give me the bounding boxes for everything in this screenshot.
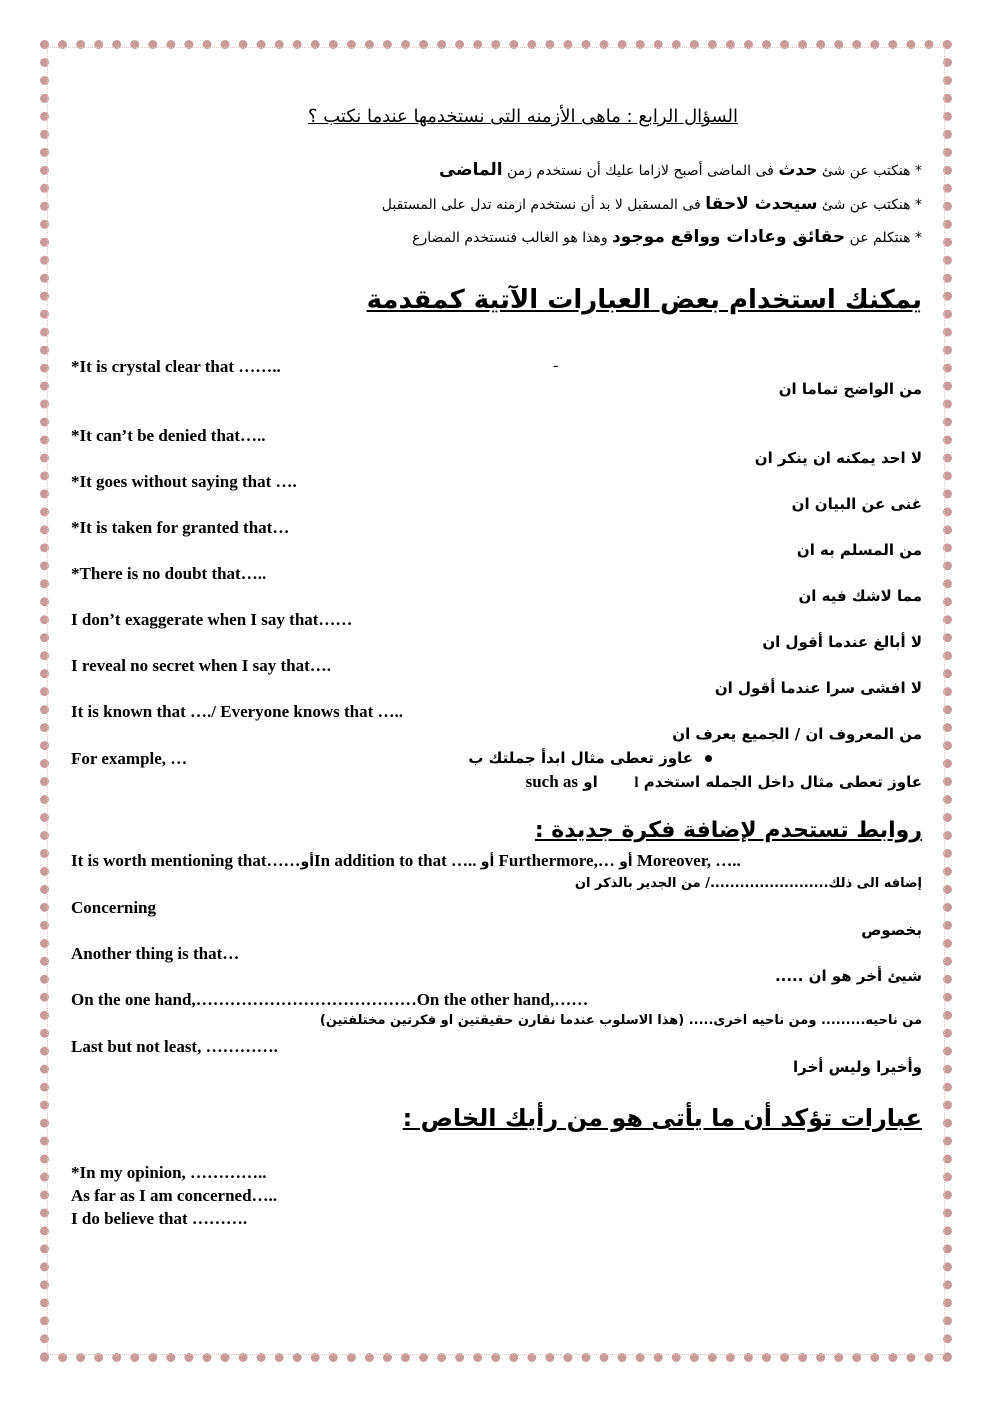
intro-phrase-ar: مما لاشك فيه ان (798, 587, 922, 605)
dash-mark: - (553, 357, 559, 374)
concerning-ar: بخصوص (861, 921, 922, 939)
intro-phrase-ar: غنى عن البيان ان (791, 495, 922, 513)
intro-phrase-ar: لا احد يمكنه ان ينكر ان (754, 449, 922, 467)
intro-phrase-en: *It is crystal clear that …….. (71, 357, 281, 376)
onehand-phrase: On the one hand,…………………………………On the other hand,…… (71, 990, 589, 1009)
linkers-ar: إضافه الى ذلك......................../ من الجدير بالذكر ان (574, 876, 922, 891)
intro-phrase-en: I don’t exaggerate when I say that…… (71, 610, 353, 629)
tense-note-past: * هنكتب عن شئ حدث فى الماضى أصبح لازاما عليك أن نستخدم زمن الماضى (438, 160, 922, 180)
linkers-line: It is worth mentioning that……أوIn addition to that ….. أو Furthermore,… أو Moreover, ….. (71, 851, 741, 870)
example-phrase: For example, … (71, 749, 188, 768)
example-inline: عاوز تعطى مثال داخل الجمله استخدم l او such as (525, 772, 922, 791)
intro-phrase-en: *It goes without saying that …. (71, 472, 297, 491)
opinion-heading: عبارات تؤكد أن ما يأتى هو من رأيك الخاص : (402, 1104, 922, 1132)
example-bullet: عاوز تعطى مثال ابدأ جملتك ب (468, 749, 712, 767)
intro-phrase-en: *It can’t be denied that….. (71, 426, 266, 445)
tense-note-future: * هنكتب عن شئ سيحدث لاحقا فى المسقبل لا بد أن نستخدم ازمنه تدل على المستقبل (381, 194, 922, 214)
onehand-ar: من ناحيه......... ومن ناحيه اخرى..... (هذا الاسلوب عندما نقارن حقيقتين او فكرتين مختلفتين) (319, 1013, 922, 1028)
intro-phrase-ar: لا أبالغ عندما أقول ان (762, 633, 922, 651)
intro-phrase-en: *There is no doubt that….. (71, 564, 267, 583)
opinion-phrase: As far as I am concerned….. (71, 1186, 278, 1205)
intro-phrase-ar: من الواضح تماما ان (778, 380, 922, 398)
opinion-phrase: *In my opinion, ………….. (71, 1163, 267, 1182)
bullet-icon (705, 755, 712, 762)
linkers-heading: روابط تستحدم لإضافة فكرة جديدة : (534, 818, 922, 843)
intro-phrase-en: *It is taken for granted that… (71, 518, 290, 537)
tense-note-present: * هنتكلم عن حقائق وعادات وواقع موجود وهذا هو الغالب فنستخدم المضارع (412, 227, 922, 247)
intro-phrase-ar: من المسلم به ان (796, 541, 922, 559)
intro-phrase-en: It is known that …./ Everyone knows that ….. (71, 702, 404, 721)
intro-heading: يمكنك استخدام بعض العبارات الآتية كمقدمة (366, 285, 922, 315)
opinion-phrase: I do believe that ………. (71, 1209, 248, 1228)
intro-phrase-ar: من المعروف ان / الجميع يعرف ان (672, 725, 922, 743)
intro-phrase-ar: لا افشى سرا عندما أقول ان (714, 679, 922, 697)
concerning-phrase: Concerning (71, 898, 156, 917)
last-phrase: Last but not least, …………. (71, 1037, 278, 1056)
another-ar: شيئ أخر هو ان ..... (774, 967, 922, 985)
intro-phrase-en: I reveal no secret when I say that…. (71, 656, 332, 675)
last-ar: وأخيرا وليس أخرا (792, 1058, 922, 1076)
question-title: السؤال الرابع : ماهى الأزمنه التى نستخدمها عندما نكتب ؟ (307, 106, 738, 127)
another-phrase: Another thing is that… (71, 944, 240, 963)
